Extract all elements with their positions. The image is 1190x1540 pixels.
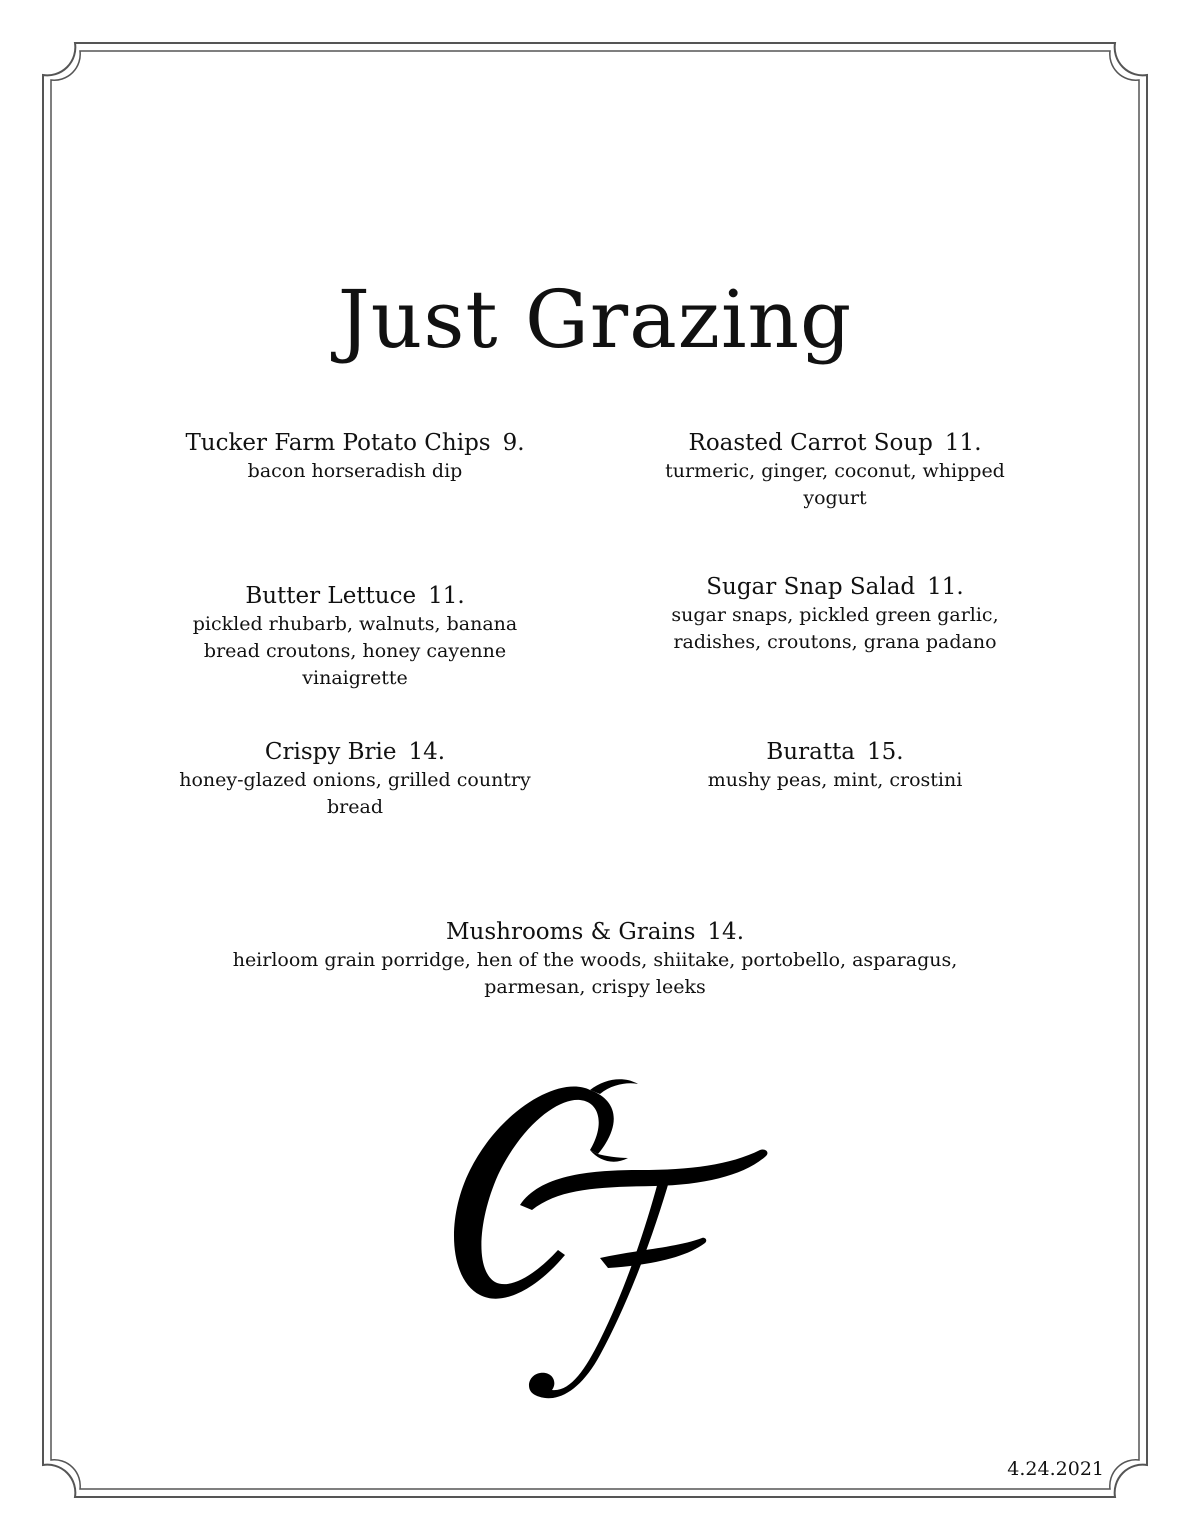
menu-item-heading [645,572,1025,602]
menu-item-description: sugar snaps, pickled green garlic, radishes, croutons, grana padano [671,604,999,653]
menu-item-price: 11. [927,574,964,600]
menu-item-description: mushy peas, mint, crostini [707,769,963,791]
menu-item-price: 14. [707,919,744,945]
menu-item-price: 15. [867,739,904,765]
menu-date: 4.24.2021 [1007,1458,1104,1480]
menu-item-description: heirloom grain porridge, hen of the woods, shiitake, portobello, asparagus, parmesan, crispy leeks [232,949,958,998]
menu-item-heading [165,581,545,611]
menu-item-price: 11. [944,430,982,456]
menu-item-price: 11. [428,583,465,609]
menu-item-price: 14. [408,739,446,765]
menu-title: Just Grazing [337,272,853,366]
menu-item-mushrooms-grains [185,917,1005,1001]
menu-item-name: Roasted Carrot Soup [688,430,933,456]
menu-item-name: Crispy Brie [264,739,397,765]
cf-monogram-logo [440,1070,780,1420]
menu-item-heading [645,737,1025,767]
menu-item-price: 9. [502,430,525,456]
menu-item-heading [150,737,560,767]
menu-item-description: bacon horseradish dip [247,460,463,482]
menu-item-description: honey-glazed onions, grilled country bread [179,769,531,818]
menu-item-buratta [645,737,1025,794]
menu-item-description: pickled rhubarb, walnuts, banana bread croutons, honey cayenne vinaigrette [192,613,518,689]
menu-item-name: Butter Lettuce [245,583,417,609]
menu-item-butter-lettuce [165,581,545,692]
menu-item-heading [150,428,560,458]
menu-item-name: Buratta [766,739,856,765]
menu-item-sugar-snap-salad [645,572,1025,656]
menu-item-heading [185,917,1005,947]
menu-item-name: Sugar Snap Salad [706,574,916,600]
menu-item-description: turmeric, ginger, coconut, whipped yogurt [665,460,1005,509]
menu-item-heading [645,428,1025,458]
menu-item-name: Mushrooms & Grains [445,919,696,945]
menu-item-crispy-brie [150,737,560,821]
menu-item-carrot-soup [645,428,1025,512]
menu-item-potato-chips [150,428,560,485]
menu-item-name: Tucker Farm Potato Chips [185,430,491,456]
